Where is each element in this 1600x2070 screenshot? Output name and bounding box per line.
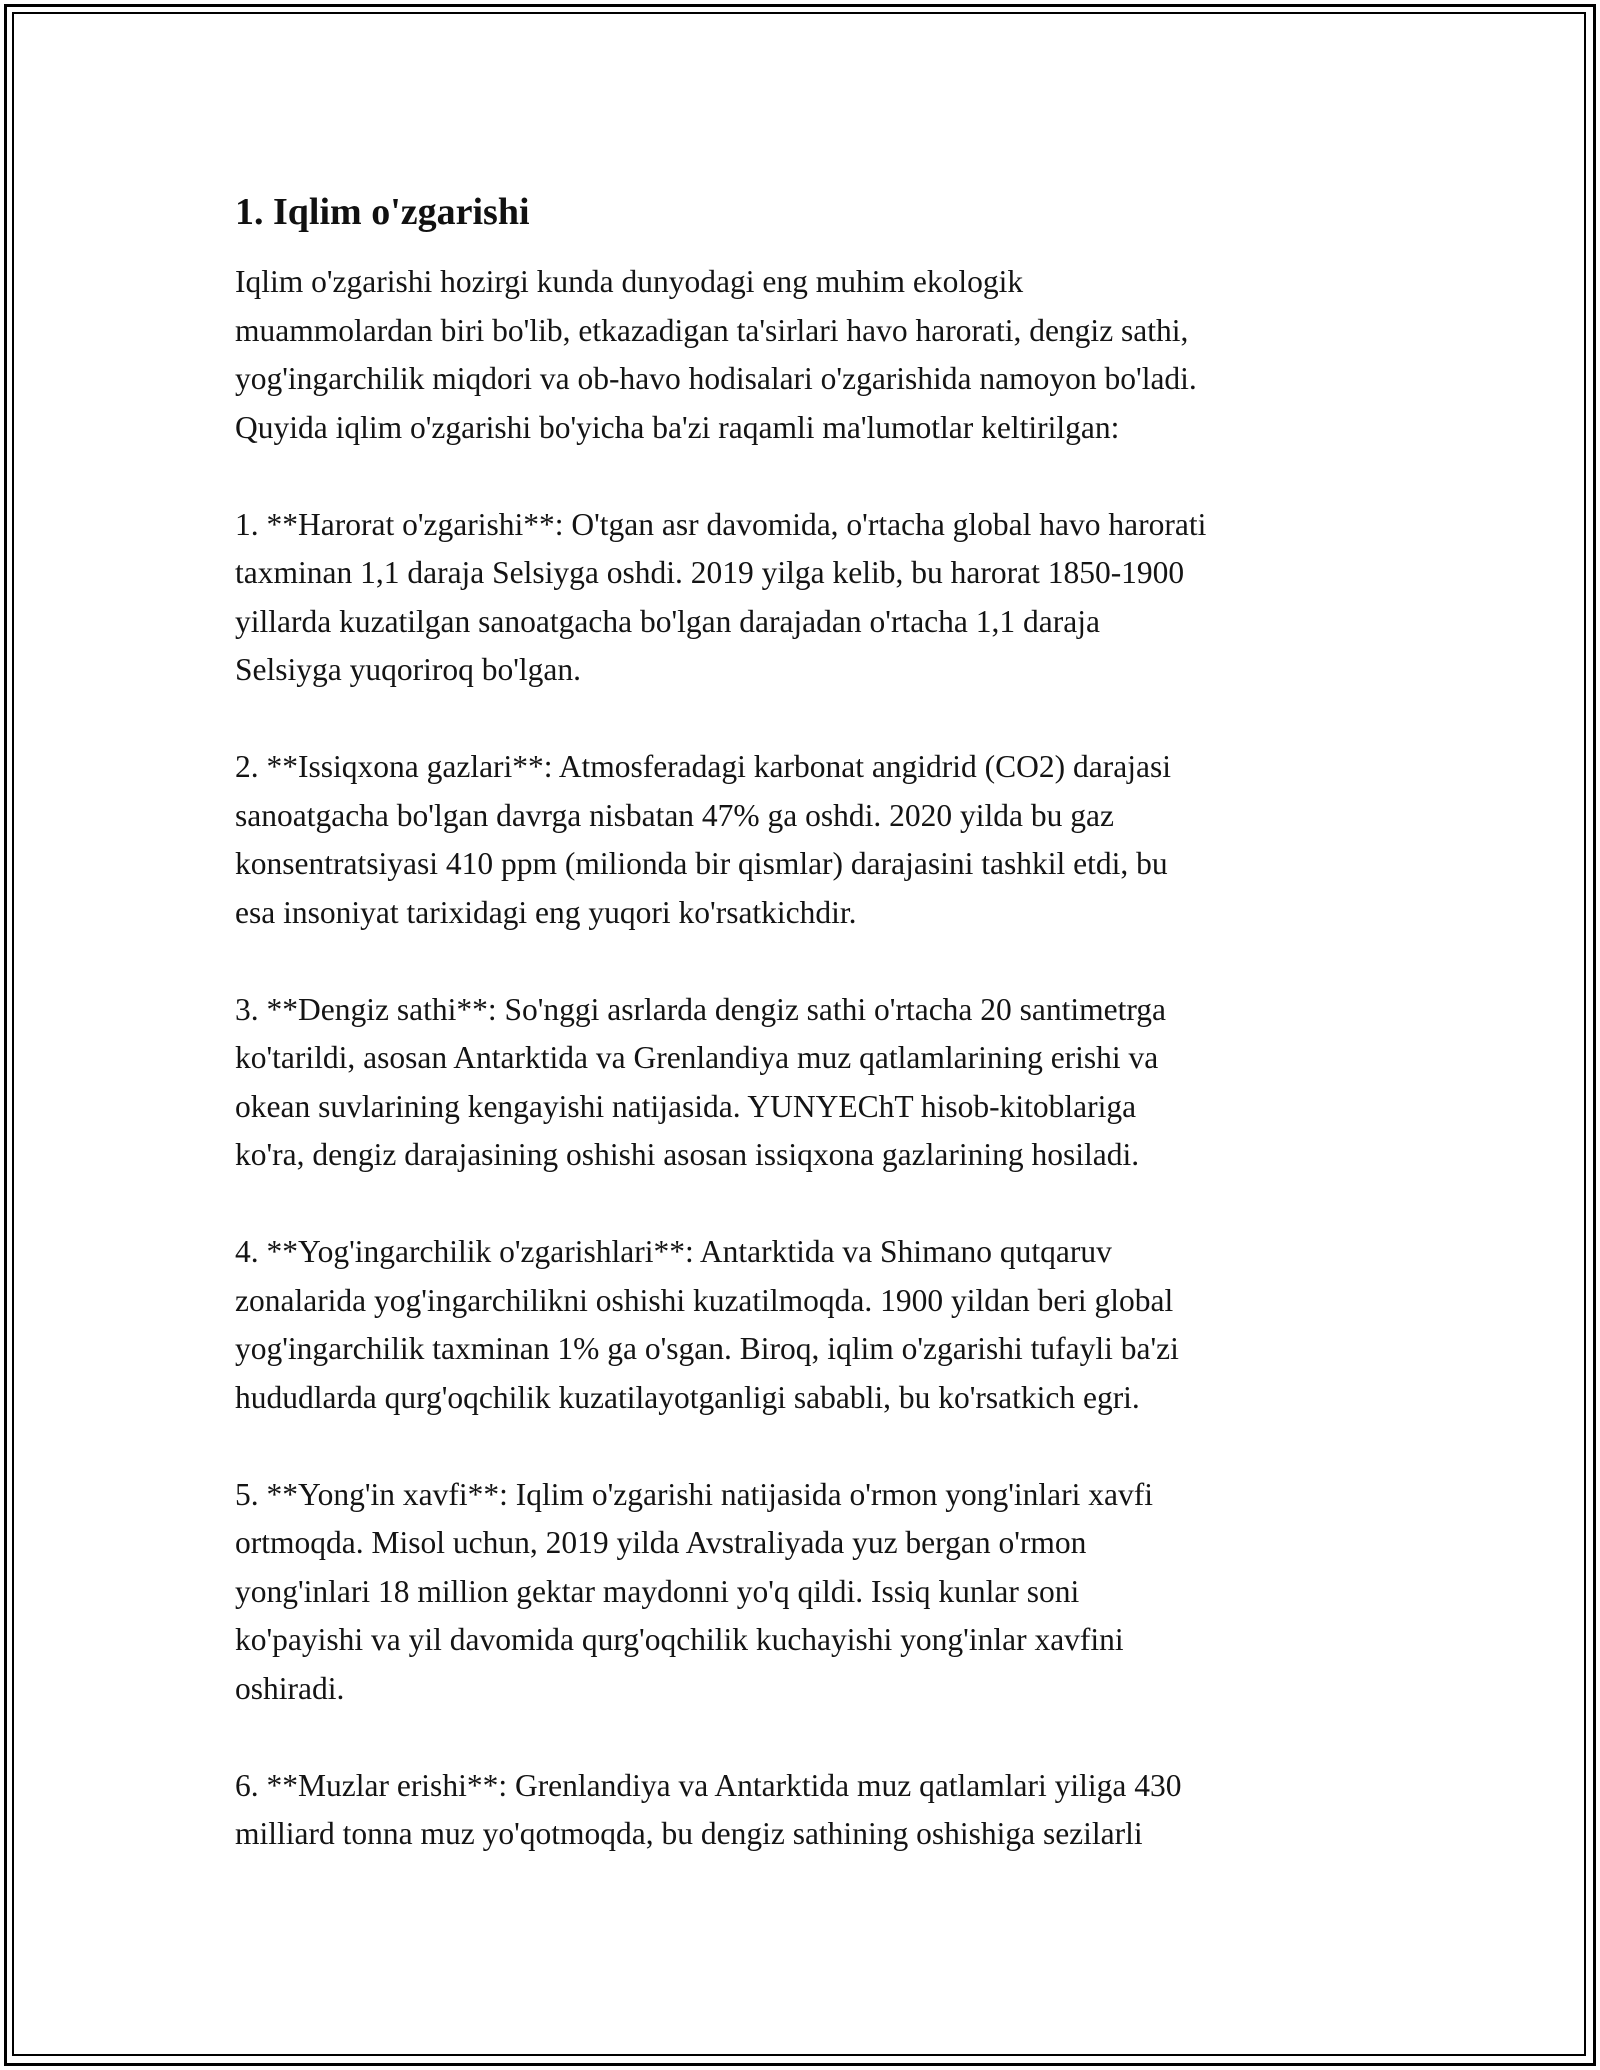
text-line: sanoatgacha bo'lgan davrga nisbatan 47% ga oshdi. 2020 yilda bu gaz [235,797,1114,833]
text-line: muammolardan biri bo'lib, etkazadigan ta'sirlari havo harorati, dengiz sathi, [235,312,1189,348]
text-line: Selsiyga yuqoriroq bo'lgan. [235,652,582,687]
text-line: zonalarida yog'ingarchilikni oshishi kuzatilmoqda. 1900 yildan beri global [235,1282,1174,1318]
text-line: 3. **Dengiz sathi**: So'nggi asrlarda dengiz sathi o'rtacha 20 santimetrga [235,991,1167,1027]
text-line: 4. **Yog'ingarchilik o'zgarishlari**: Antarktida va Shimano qutqaruv [235,1234,1112,1269]
text-line: okean suvlarining kengayishi natijasida. YUNYEChT hisob-kitoblariga [235,1088,1137,1124]
text-line: Quyida iqlim o'zgarishi bo'yicha ba'zi raqamli ma'lumotlar keltirilgan: [235,409,1120,445]
intro-paragraph [235,258,1375,452]
list-item-sea-level [235,986,1375,1180]
text-line: ortmoqda. Misol uchun, 2019 yilda Avstraliyada yuz bergan o'rmon [235,1525,1087,1560]
text-line: milliard tonna muz yo'qotmoqda, bu dengiz sathining oshishiga sezilarli [235,1816,1143,1851]
text-line: yillarda kuzatilgan sanoatgacha bo'lgan darajadan o'rtacha 1,1 daraja [235,603,1100,639]
document-body [235,186,1375,1907]
text-line: Iqlim o'zgarishi hozirgi kunda dunyodagi eng muhim ekologik [235,264,1024,299]
text-line: yong'inlari 18 million gektar maydonni yo'q qildi. Issiq kunlar soni [235,1573,1080,1609]
text-line: hududlarda qurg'oqchilik kuzatilayotganligi sababli, bu ko'rsatkich egri. [235,1379,1140,1415]
list-item-precipitation [235,1228,1375,1422]
text-line: 2. **Issiqxona gazlari**: Atmosferadagi karbonat angidrid (CO2) darajasi [235,749,1171,784]
list-item-ice-melt [235,1762,1375,1859]
list-item-greenhouse-gases [235,743,1375,937]
text-line: 1. **Harorat o'zgarishi**: O'tgan asr davomida, o'rtacha global havo harorati [235,506,1207,542]
text-line: oshiradi. [235,1670,345,1706]
text-line: ko'ra, dengiz darajasining oshishi asosan issiqxona gazlarining hosiladi. [235,1137,1140,1172]
text-line: taxminan 1,1 daraja Selsiyga oshdi. 2019 yilga kelib, bu harorat 1850-1900 [235,555,1185,590]
text-line: yog'ingarchilik taxminan 1% ga o'sgan. Biroq, iqlim o'zgarishi tufayli ba'zi [235,1331,1179,1366]
text-line: esa insoniyat tarixidagi eng yuqori ko'rsatkichdir. [235,894,857,930]
text-line: 5. **Yong'in xavfi**: Iqlim o'zgarishi natijasida o'rmon yong'inlari xavfi [235,1476,1154,1512]
text-line: ko'payishi va yil davomida qurg'oqchilik kuchayishi yong'inlar xavfini [235,1622,1124,1657]
section-heading: 1. Iqlim o'zgarishi [235,191,530,233]
list-item-fire-risk [235,1471,1375,1714]
text-line: ko'tarildi, asosan Antarktida va Grenlandiya muz qatlamlarining erishi va [235,1040,1159,1075]
text-line: yog'ingarchilik miqdori va ob-havo hodisalari o'zgarishida namoyon bo'ladi. [235,361,1197,396]
text-line: konsentratsiyasi 410 ppm (milionda bir qismlar) darajasini tashkil etdi, bu [235,846,1168,881]
list-item-temperature [235,501,1375,695]
text-line: 6. **Muzlar erishi**: Grenlandiya va Antarktida muz qatlamlari yiliga 430 [235,1767,1182,1803]
